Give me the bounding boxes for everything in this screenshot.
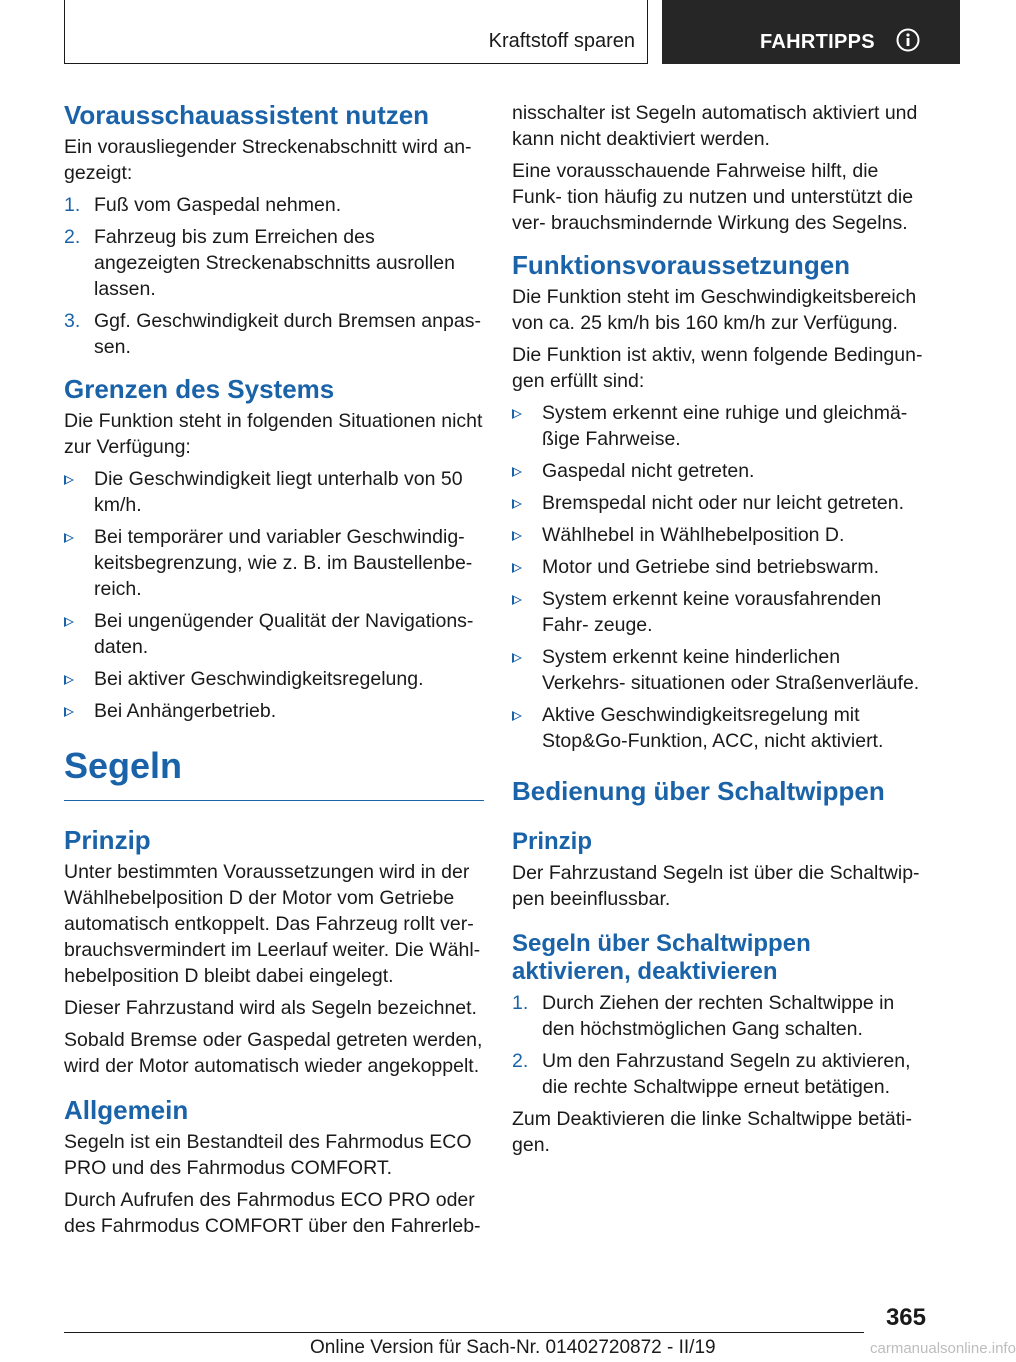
heading-bedienung: Bedienung über Schaltwippen <box>512 776 885 806</box>
list-item <box>512 644 928 696</box>
heading-grenzen: Grenzen des Systems <box>64 374 335 404</box>
footer-online-version: Online Version für Sach-Nr. 01402720872 - II/19 <box>310 1337 716 1358</box>
bullet-list <box>64 466 484 724</box>
list-item <box>512 490 928 516</box>
list-item-text: Motor und Getriebe sind betriebswarm. <box>542 556 880 578</box>
list-item <box>64 466 484 518</box>
page-number: 365 <box>885 1304 926 1331</box>
paragraph: Die Funktion ist aktiv, wenn folgende Bedingun‐ gen erfüllt sind: <box>512 344 923 392</box>
list-item-text: Um den Fahrzustand Segeln zu aktivieren, die rechte Schaltwippe erneut betätigen. <box>542 1050 911 1098</box>
list-item <box>512 702 928 754</box>
triangle-bullet-icon <box>64 475 74 485</box>
list-item-text: System erkennt eine ruhige und gleichmä‐ ßige Fahrweise. <box>542 402 908 450</box>
paragraph: Dieser Fahrzustand wird als Segeln bezeichnet. <box>64 997 477 1019</box>
triangle-bullet-icon <box>512 531 522 541</box>
heading-prinzip-2: Prinzip <box>512 828 593 855</box>
list-item-text: Gaspedal nicht getreten. <box>542 460 755 482</box>
list-item <box>512 586 928 638</box>
list-item-text: Fuß vom Gaspedal nehmen. <box>94 194 342 216</box>
numbered-list <box>512 990 928 1100</box>
list-item-text: Bremspedal nicht oder nur leicht getreten. <box>542 492 905 514</box>
list-item <box>64 224 484 302</box>
heading-vorausschauassistent: Vorausschauassistent nutzen <box>64 100 430 130</box>
list-number: 3. <box>64 310 81 332</box>
list-item <box>64 192 484 218</box>
list-item-text: Aktive Geschwindigkeitsregelung mit Stop&Go-Funktion, ACC, nicht aktiviert. <box>542 704 884 752</box>
header-section-box <box>64 0 648 64</box>
triangle-bullet-icon <box>512 711 522 721</box>
list-item <box>64 308 484 360</box>
paragraph: Sobald Bremse oder Gaspedal getreten werden, wird der Motor automatisch wieder angekoppelt. <box>64 1029 483 1077</box>
right-column <box>512 100 928 1164</box>
list-item <box>64 698 484 724</box>
list-item-text: Durch Ziehen der rechten Schaltwippe in den höchstmöglichen Gang schalten. <box>542 992 895 1040</box>
info-icon[interactable] <box>896 28 920 52</box>
triangle-bullet-icon <box>64 707 74 717</box>
triangle-bullet-icon <box>512 653 522 663</box>
triangle-bullet-icon <box>512 563 522 573</box>
heading-segeln: Segeln <box>64 746 484 801</box>
list-item-text: Die Geschwindigkeit liegt unterhalb von 50 km/h. <box>94 468 463 516</box>
list-number: 1. <box>512 992 529 1014</box>
list-number: 2. <box>512 1050 529 1072</box>
list-item-text: Ggf. Geschwindigkeit durch Bremsen anpas‐ sen. <box>94 310 481 358</box>
triangle-bullet-icon <box>512 467 522 477</box>
paragraph: Der Fahrzustand Segeln ist über die Schaltwip‐ pen beeinflussbar. <box>512 862 920 910</box>
triangle-bullet-icon <box>64 533 74 543</box>
triangle-bullet-icon <box>64 675 74 685</box>
paragraph: Die Funktion steht in folgenden Situationen nicht zur Verfügung: <box>64 410 483 458</box>
paragraph: Eine vorausschauende Fahrweise hilft, die Funk‐ tion häufig zu nutzen und unterstützt die ver‐ brauchsmindernde Wirkung des Segelns. <box>512 160 914 234</box>
paragraph: nisschalter ist Segeln automatisch aktiviert und kann nicht deaktiviert werden. <box>512 102 918 150</box>
heading-segeln-aktivieren: Segeln über Schaltwippen aktivieren, deaktivieren <box>512 930 811 985</box>
triangle-bullet-icon <box>512 499 522 509</box>
list-item <box>512 458 928 484</box>
paragraph: Segeln ist ein Bestandteil des Fahrmodus ECO PRO und des Fahrmodus COMFORT. <box>64 1131 472 1179</box>
triangle-bullet-icon <box>512 409 522 419</box>
list-item <box>512 554 928 580</box>
paragraph: Unter bestimmten Voraussetzungen wird in der Wählhebelposition D der Motor vom Getriebe automatisch entkoppelt. Das Fahrzeug rollt ver‐ brauchsvermindert im Leerlauf weiter. Die Wähl‐ hebelposition D bleibt dabei eingelegt. <box>64 861 481 987</box>
list-item <box>512 1048 928 1100</box>
list-item-text: System erkennt keine vorausfahrenden Fahr‐ zeuge. <box>542 588 882 636</box>
list-item <box>512 400 928 452</box>
list-item-text: Fahrzeug bis zum Erreichen des angezeigten Streckenabschnitts ausrollen lassen. <box>94 226 455 300</box>
numbered-list <box>64 192 484 360</box>
header-section-title: Kraftstoff sparen <box>488 30 635 52</box>
list-item <box>64 666 484 692</box>
paragraph: Zum Deaktivieren die linke Schaltwippe betäti‐ gen. <box>512 1108 912 1156</box>
header-chapter-box <box>662 0 960 64</box>
list-item-text: Wählhebel in Wählhebelposition D. <box>542 524 845 546</box>
list-item <box>64 608 484 660</box>
footer-watermark: carmanualsonline.info <box>870 1340 1016 1357</box>
heading-prinzip: Prinzip <box>64 825 151 855</box>
left-column <box>64 100 484 1245</box>
paragraph: Durch Aufrufen des Fahrmodus ECO PRO oder des Fahrmodus COMFORT über den Fahrerleb‐ <box>64 1189 481 1237</box>
heading-allgemein: Allgemein <box>64 1095 189 1125</box>
triangle-bullet-icon <box>512 595 522 605</box>
list-item <box>512 990 928 1042</box>
paragraph: Die Funktion steht im Geschwindigkeitsbereich von ca. 25 km/h bis 160 km/h zur Verfügung. <box>512 286 917 334</box>
list-item <box>512 522 928 548</box>
list-item <box>64 524 484 602</box>
list-number: 1. <box>64 194 81 216</box>
list-item-text: Bei Anhängerbetrieb. <box>94 700 277 722</box>
header-chapter-title: FAHRTIPPS <box>760 31 875 53</box>
footer-divider <box>64 1332 864 1333</box>
triangle-bullet-icon <box>64 617 74 627</box>
list-item-text: Bei aktiver Geschwindigkeitsregelung. <box>94 668 424 690</box>
paragraph: Ein vorausliegender Streckenabschnitt wird an‐ gezeigt: <box>64 136 472 184</box>
list-item-text: Bei temporärer und variabler Geschwindig‐ keitsbegrenzung, wie z. B. im Baustellenbe‐ reich. <box>94 526 473 600</box>
list-item-text: System erkennt keine hinderlichen Verkehrs‐ situationen oder Straßenverläufe. <box>542 646 920 694</box>
list-item-text: Bei ungenügender Qualität der Navigations‐ daten. <box>94 610 474 658</box>
heading-funktionsvoraussetzungen: Funktionsvoraussetzungen <box>512 250 851 280</box>
bullet-list <box>512 400 928 754</box>
list-number: 2. <box>64 226 81 248</box>
